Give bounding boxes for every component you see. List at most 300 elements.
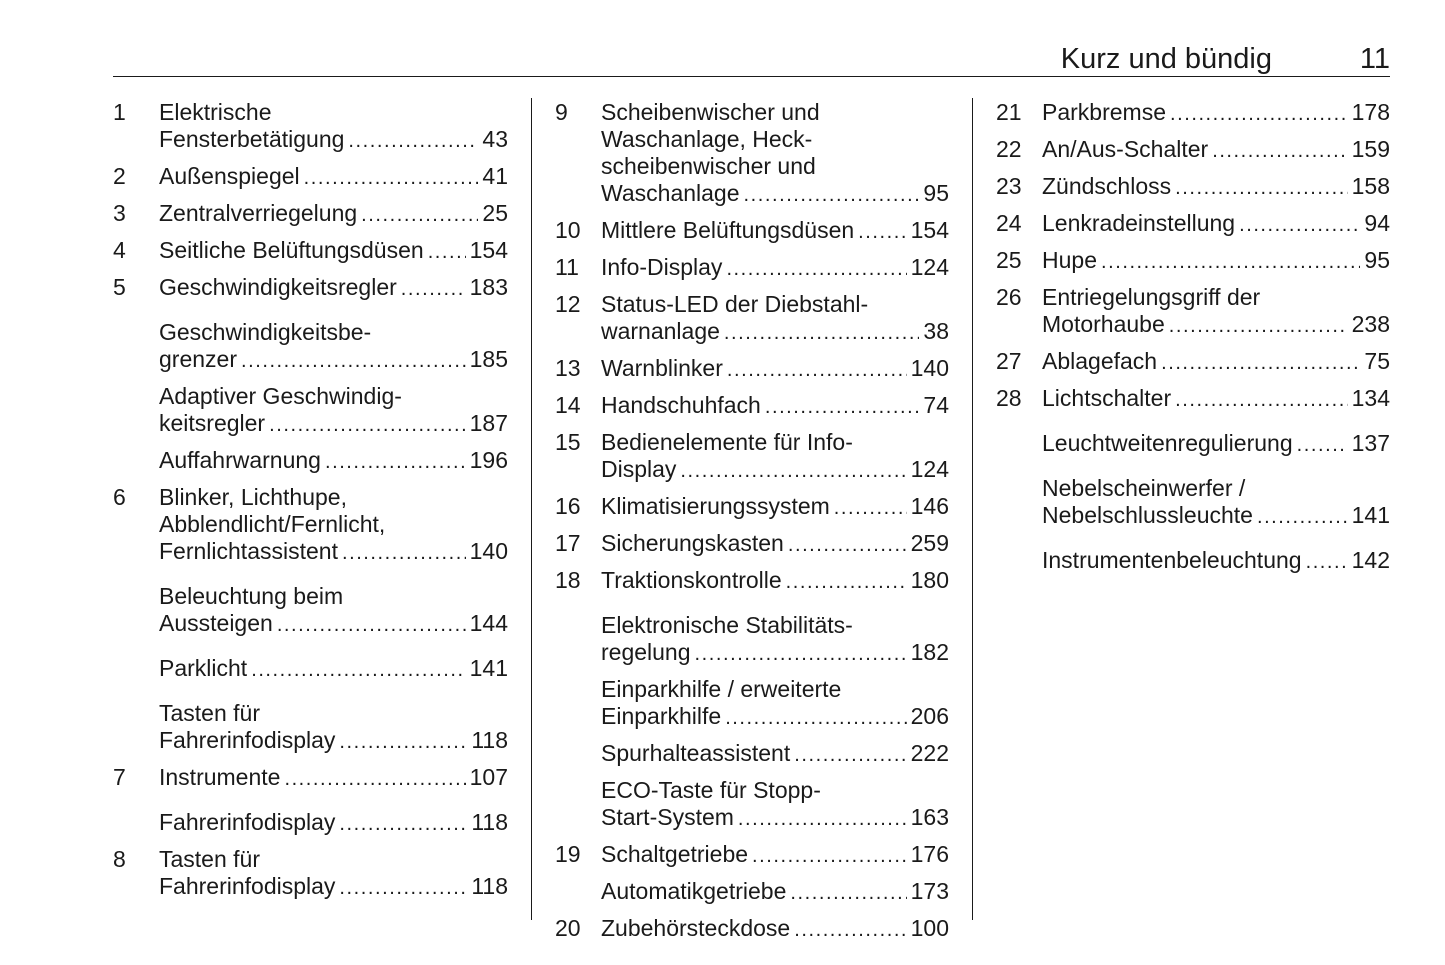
- entry-body: [159, 200, 508, 229]
- entry-label: Parkbremse: [1042, 99, 1166, 125]
- dot-leader: [1101, 247, 1360, 276]
- entry-label: Display: [601, 456, 677, 482]
- section-title: Kurz und bündig: [1060, 43, 1272, 75]
- entry-body: [159, 237, 508, 266]
- entry-text-line: Tasten für: [159, 700, 260, 726]
- entry-body: [601, 355, 949, 384]
- entry-label: Zündschloss: [1042, 173, 1172, 199]
- entry-page-ref: 146: [910, 493, 949, 519]
- entry-body: [159, 99, 508, 155]
- entry-page-ref: 134: [1351, 385, 1390, 411]
- entry-text-line: Adaptiver Geschwindig-: [159, 383, 402, 409]
- entry-page-ref: 182: [910, 639, 949, 665]
- entry-text-line: Beleuchtung beim: [159, 583, 344, 609]
- dot-leader: [284, 764, 465, 793]
- entry-label: Mittlere Belüftungsdüsen: [601, 217, 855, 243]
- entry-label: Klimatisierungssystem: [601, 493, 830, 519]
- entry-last-line: [601, 567, 949, 596]
- index-entry: [113, 700, 508, 756]
- entry-number: [555, 740, 601, 769]
- entry-page-ref: 238: [1351, 311, 1390, 337]
- entry-number: 9: [555, 99, 568, 125]
- entry-label: Traktionskontrolle: [601, 567, 782, 593]
- entry-text-line: Scheibenwischer und: [601, 99, 820, 125]
- index-entry: [113, 846, 508, 902]
- entry-label: Parklicht: [159, 655, 248, 681]
- entry-page-ref: 141: [1351, 502, 1390, 528]
- index-entry: [555, 530, 949, 559]
- entry-label: Auffahrwarnung: [159, 447, 321, 473]
- entry-number: 18: [555, 567, 581, 593]
- index-entry: [996, 475, 1390, 531]
- index-entry: [555, 254, 949, 283]
- entry-number: 16: [555, 493, 581, 519]
- dot-leader: [744, 180, 920, 209]
- entry-body: [159, 655, 508, 684]
- entry-last-line: [1042, 247, 1390, 276]
- entry-label: Seitliche Belüftungsdüsen: [159, 237, 424, 263]
- entry-page-ref: 159: [1351, 136, 1390, 162]
- dot-leader: [304, 163, 479, 192]
- entry-number: 5: [113, 274, 126, 300]
- dot-leader: [765, 392, 920, 421]
- entry-page-ref: 137: [1351, 430, 1390, 456]
- entry-last-line: [601, 180, 949, 209]
- column-divider: [972, 98, 973, 920]
- entry-label: Fernlichtassistent: [159, 538, 338, 564]
- entry-number: 14: [555, 392, 581, 418]
- entry-page-ref: 183: [469, 274, 508, 300]
- index-entry: [113, 274, 508, 303]
- entry-page-ref: 187: [469, 410, 508, 436]
- entry-label: Fahrerinfodisplay: [159, 809, 336, 835]
- entry-last-line: [601, 355, 949, 384]
- entry-label: warnanlage: [601, 318, 720, 344]
- entry-last-line: [601, 740, 949, 769]
- entry-number: [555, 777, 601, 833]
- entry-page-ref: 206: [910, 703, 949, 729]
- index-entry: [555, 99, 949, 209]
- entry-last-line: [159, 274, 508, 303]
- dot-leader: [348, 126, 478, 155]
- entry-last-line: [1042, 385, 1390, 414]
- entry-page-ref: 158: [1351, 173, 1390, 199]
- entry-page-ref: 144: [469, 610, 508, 636]
- dot-leader: [738, 804, 907, 833]
- entry-last-line: [601, 703, 949, 732]
- dot-leader: [724, 318, 919, 347]
- entry-body: [1042, 547, 1390, 576]
- entry-number: 3: [113, 200, 126, 226]
- index-entry: [113, 163, 508, 192]
- entry-label: Zubehörsteckdose: [601, 915, 791, 941]
- entry-body: [601, 429, 949, 485]
- entry-last-line: [159, 163, 508, 192]
- entry-body: [601, 915, 949, 944]
- dot-leader: [342, 538, 466, 567]
- index-entry: [113, 237, 508, 266]
- entry-last-line: [159, 410, 508, 439]
- entry-body: [601, 254, 949, 283]
- entry-page-ref: 124: [910, 456, 949, 482]
- entry-page-ref: 95: [1364, 247, 1390, 273]
- index-entry: [113, 383, 508, 439]
- entry-number: 2: [113, 163, 126, 189]
- entry-body: [601, 493, 949, 522]
- dot-leader: [1170, 99, 1348, 128]
- dot-leader: [269, 410, 466, 439]
- entry-body: [601, 567, 949, 596]
- entry-text-line: Blinker, Lichthupe,: [159, 484, 347, 510]
- entry-page-ref: 178: [1351, 99, 1390, 125]
- page-number: 11: [1359, 43, 1390, 75]
- entry-number: [113, 319, 159, 375]
- index-entry: [996, 430, 1390, 459]
- dot-leader: [251, 655, 465, 684]
- entry-last-line: [1042, 210, 1390, 239]
- entry-body: [159, 163, 508, 192]
- dot-leader: [834, 493, 907, 522]
- entry-body: [601, 217, 949, 246]
- index-entry: [996, 547, 1390, 576]
- entry-page-ref: 25: [482, 200, 508, 226]
- entry-label: Zentralverriegelung: [159, 200, 358, 226]
- dot-leader: [1306, 547, 1348, 576]
- entry-body: [1042, 136, 1390, 165]
- entry-last-line: [601, 456, 949, 485]
- entry-last-line: [159, 126, 508, 155]
- dot-leader: [695, 639, 907, 668]
- entry-number: 27: [996, 348, 1022, 374]
- entry-label: regelung: [601, 639, 691, 665]
- entry-text-line: Elektronische Stabilitäts-: [601, 612, 853, 638]
- entry-page-ref: 185: [469, 346, 508, 372]
- entry-label: Lichtschalter: [1042, 385, 1172, 411]
- entry-number: 22: [996, 136, 1022, 162]
- entry-last-line: [159, 237, 508, 266]
- dot-leader: [339, 727, 467, 756]
- entry-number: 11: [555, 254, 579, 280]
- index-entry: [555, 878, 949, 907]
- index-entry: [996, 210, 1390, 239]
- entry-label: Nebelschlussleuchte: [1042, 502, 1253, 528]
- entry-body: [601, 740, 949, 769]
- index-entry: [113, 99, 508, 155]
- entry-body: [159, 484, 508, 567]
- entry-last-line: [159, 764, 508, 793]
- dot-leader: [1175, 173, 1348, 202]
- entry-number: 26: [996, 284, 1022, 310]
- entry-body: [1042, 210, 1390, 239]
- entry-number: 10: [555, 217, 581, 243]
- entry-page-ref: 163: [910, 804, 949, 830]
- entry-page-ref: 41: [482, 163, 508, 189]
- dot-leader: [401, 274, 466, 303]
- entry-number: 19: [555, 841, 581, 867]
- entry-text-line: Entriegelungsgriff der: [1042, 284, 1261, 310]
- dot-leader: [1212, 136, 1347, 165]
- entry-number: 7: [113, 764, 126, 790]
- entry-number: 21: [996, 99, 1022, 125]
- entry-number: 12: [555, 291, 581, 317]
- entry-page-ref: 140: [469, 538, 508, 564]
- entry-label: Automatikgetriebe: [601, 878, 787, 904]
- entry-body: [159, 764, 508, 793]
- entry-label: An/Aus-Schalter: [1042, 136, 1209, 162]
- dot-leader: [339, 873, 467, 902]
- index-entry: [996, 348, 1390, 377]
- entry-body: [601, 841, 949, 870]
- entry-page-ref: 259: [910, 530, 949, 556]
- entry-number: 13: [555, 355, 581, 381]
- index-entry: [996, 99, 1390, 128]
- index-entry: [113, 809, 508, 838]
- entry-text-line: Status-LED der Diebstahl-: [601, 291, 869, 317]
- entry-last-line: [601, 254, 949, 283]
- index-entry: [113, 764, 508, 793]
- index-entry: [555, 392, 949, 421]
- dot-leader: [752, 841, 907, 870]
- entry-label: Hupe: [1042, 247, 1097, 273]
- entry-body: [1042, 99, 1390, 128]
- index-entry: [555, 291, 949, 347]
- entry-number: [996, 547, 1042, 576]
- entry-body: [601, 612, 949, 668]
- entry-number: 17: [555, 530, 581, 556]
- entry-last-line: [601, 493, 949, 522]
- index-entry: [996, 284, 1390, 340]
- entry-last-line: [159, 346, 508, 375]
- entry-body: [159, 700, 508, 756]
- entry-body: [601, 878, 949, 907]
- entry-page-ref: 180: [910, 567, 949, 593]
- entry-page-ref: 94: [1364, 210, 1390, 236]
- index-column-1: [113, 99, 508, 910]
- entry-last-line: [1042, 99, 1390, 128]
- entry-page-ref: 118: [471, 727, 508, 753]
- entry-number: [113, 655, 159, 684]
- index-entry: [555, 355, 949, 384]
- entry-label: grenzer: [159, 346, 237, 372]
- index-entry: [996, 247, 1390, 276]
- entry-number: [113, 383, 159, 439]
- index-entry: [113, 319, 508, 375]
- entry-last-line: [1042, 430, 1390, 459]
- entry-number: [996, 430, 1042, 459]
- dot-leader: [339, 809, 467, 838]
- entry-label: Außenspiegel: [159, 163, 300, 189]
- entry-body: [1042, 284, 1390, 340]
- entry-last-line: [159, 873, 508, 902]
- column-divider: [531, 98, 532, 920]
- entry-page-ref: 196: [469, 447, 508, 473]
- entry-text-line: Tasten für: [159, 846, 260, 872]
- entry-page-ref: 154: [910, 217, 949, 243]
- entry-number: [996, 475, 1042, 531]
- entry-number: 8: [113, 846, 126, 872]
- dot-leader: [788, 530, 907, 559]
- entry-page-ref: 124: [910, 254, 949, 280]
- entry-page-ref: 118: [471, 809, 508, 835]
- index-entry: [996, 385, 1390, 414]
- entry-label: Schaltgetriebe: [601, 841, 749, 867]
- entry-last-line: [1042, 311, 1390, 340]
- entry-last-line: [601, 915, 949, 944]
- entry-last-line: [1042, 502, 1390, 531]
- dot-leader: [1161, 348, 1360, 377]
- entry-number: [113, 809, 159, 838]
- entry-body: [601, 676, 949, 732]
- entry-body: [159, 583, 508, 639]
- entry-page-ref: 176: [910, 841, 949, 867]
- entry-label: Lenkradeinstellung: [1042, 210, 1236, 236]
- index-entry: [555, 841, 949, 870]
- entry-last-line: [601, 530, 949, 559]
- entry-label: Aussteigen: [159, 610, 273, 636]
- dot-leader: [790, 878, 906, 907]
- index-entry: [555, 915, 949, 944]
- dot-leader: [1175, 385, 1348, 414]
- dot-leader: [325, 447, 466, 476]
- index-entry: [555, 567, 949, 596]
- entry-page-ref: 118: [471, 873, 508, 899]
- entry-text-line: Elektrische: [159, 99, 272, 125]
- entry-label: Sicherungskasten: [601, 530, 784, 556]
- entry-label: Einparkhilfe: [601, 703, 722, 729]
- entry-number: [555, 878, 601, 907]
- index-entry: [555, 676, 949, 732]
- index-entry: [555, 777, 949, 833]
- entry-label: Instrumentenbeleuchtung: [1042, 547, 1302, 573]
- entry-body: [159, 809, 508, 838]
- entry-label: Warnblinker: [601, 355, 723, 381]
- entry-last-line: [159, 447, 508, 476]
- dot-leader: [725, 703, 906, 732]
- entry-label: Fensterbetätigung: [159, 126, 345, 152]
- dot-leader: [794, 915, 906, 944]
- entry-number: 28: [996, 385, 1022, 411]
- dot-leader: [726, 254, 906, 283]
- index-entry: [996, 136, 1390, 165]
- entry-text-line: scheibenwischer und: [601, 153, 816, 179]
- dot-leader: [277, 610, 466, 639]
- entry-body: [1042, 348, 1390, 377]
- dot-leader: [794, 740, 906, 769]
- index-column-3: [996, 99, 1390, 584]
- entry-label: Start-System: [601, 804, 734, 830]
- entry-body: [601, 99, 949, 209]
- entry-last-line: [159, 200, 508, 229]
- entry-number: [555, 612, 601, 668]
- entry-number: [555, 676, 601, 732]
- entry-last-line: [601, 804, 949, 833]
- entry-text-line: Abblendlicht/Fernlicht,: [159, 511, 386, 537]
- entry-text-line: Geschwindigkeitsbe-: [159, 319, 372, 345]
- dot-leader: [1297, 430, 1348, 459]
- entry-last-line: [601, 639, 949, 668]
- entry-body: [1042, 475, 1390, 531]
- entry-last-line: [159, 538, 508, 567]
- entry-page-ref: 140: [910, 355, 949, 381]
- entry-body: [159, 383, 508, 439]
- entry-number: 6: [113, 484, 126, 510]
- page-header: [113, 40, 1390, 77]
- dot-leader: [680, 456, 906, 485]
- entry-label: Ablagefach: [1042, 348, 1158, 374]
- dot-leader: [1257, 502, 1348, 531]
- index-entry: [996, 173, 1390, 202]
- entry-page-ref: 100: [910, 915, 949, 941]
- index-entry: [113, 655, 508, 684]
- entry-label: Motorhaube: [1042, 311, 1165, 337]
- entry-text-line: Einparkhilfe / erweiterte: [601, 676, 842, 702]
- entry-last-line: [1042, 136, 1390, 165]
- entry-number: 25: [996, 247, 1022, 273]
- entry-body: [601, 777, 949, 833]
- entry-page-ref: 222: [910, 740, 949, 766]
- index-entry: [555, 493, 949, 522]
- entry-last-line: [601, 392, 949, 421]
- index-entry: [113, 447, 508, 476]
- entry-last-line: [601, 217, 949, 246]
- dot-leader: [428, 237, 466, 266]
- entry-body: [1042, 247, 1390, 276]
- index-entry: [555, 429, 949, 485]
- entry-last-line: [159, 809, 508, 838]
- index-entry: [113, 484, 508, 567]
- dot-leader: [361, 200, 478, 229]
- entry-body: [159, 846, 508, 902]
- entry-last-line: [601, 878, 949, 907]
- entry-last-line: [159, 610, 508, 639]
- entry-text-line: Nebelscheinwerfer /: [1042, 475, 1246, 501]
- entry-label: Geschwindigkeitsregler: [159, 274, 397, 300]
- entry-label: Fahrerinfodisplay: [159, 727, 336, 753]
- entry-text-line: Bedienelemente für Info-: [601, 429, 853, 455]
- entry-number: 15: [555, 429, 581, 455]
- entry-last-line: [159, 655, 508, 684]
- entry-text-line: Waschanlage, Heck-: [601, 126, 813, 152]
- entry-body: [601, 392, 949, 421]
- entry-last-line: [1042, 547, 1390, 576]
- index-entry: [555, 740, 949, 769]
- entry-page-ref: 142: [1351, 547, 1390, 573]
- entry-page-ref: 173: [910, 878, 949, 904]
- entry-last-line: [1042, 173, 1390, 202]
- dot-leader: [858, 217, 906, 246]
- entry-number: 24: [996, 210, 1022, 236]
- index-entry: [555, 612, 949, 668]
- index-entry: [113, 200, 508, 229]
- entry-label: Leuchtweitenregulierung: [1042, 430, 1293, 456]
- entry-label: Handschuhfach: [601, 392, 761, 418]
- index-column-2: [555, 99, 949, 952]
- entry-number: [113, 447, 159, 476]
- entry-page-ref: 74: [923, 392, 949, 418]
- entry-page-ref: 95: [923, 180, 949, 206]
- entry-page-ref: 107: [469, 764, 508, 790]
- entry-last-line: [601, 318, 949, 347]
- entry-body: [159, 319, 508, 375]
- entry-label: Fahrerinfodisplay: [159, 873, 336, 899]
- dot-leader: [727, 355, 907, 384]
- entry-label: Instrumente: [159, 764, 281, 790]
- entry-last-line: [601, 841, 949, 870]
- dot-leader: [1239, 210, 1360, 239]
- entry-number: [113, 700, 159, 756]
- entry-page-ref: 43: [482, 126, 508, 152]
- entry-body: [601, 291, 949, 347]
